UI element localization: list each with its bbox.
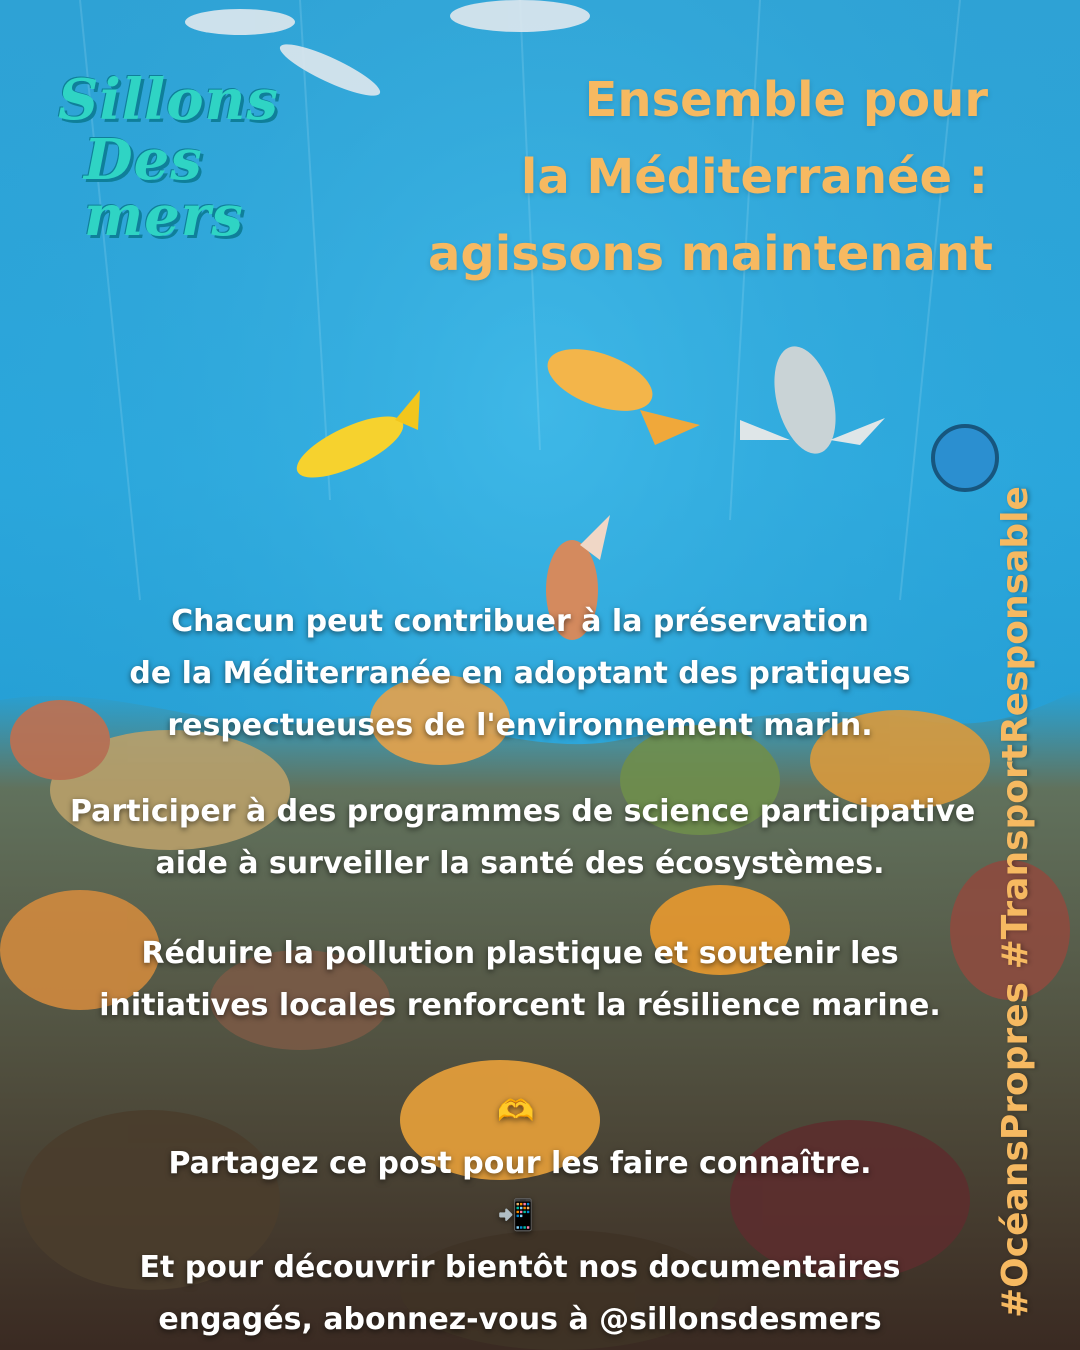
paragraph-line: aide à surveiller la santé des écosystèmes. — [155, 846, 885, 881]
paragraph-contribution — [70, 596, 970, 752]
paragraph-line: Réduire la pollution plastique et soutenir les — [141, 936, 899, 971]
paragraph-line: de la Méditerranée en adoptant des pratiques — [129, 656, 911, 691]
subscribe-line-2: engagés, abonnez-vous à @sillonsdesmers — [158, 1302, 882, 1337]
paragraph-line: Chacun peut contribuer à la préservation — [171, 604, 869, 639]
subscribe-call-to-action — [70, 1190, 970, 1346]
paragraph-line: respectueuses de l'environnement marin. — [167, 708, 873, 743]
share-call-to-action — [70, 1086, 970, 1190]
bubble — [933, 426, 997, 490]
logo-line-1: Sillons — [58, 67, 279, 133]
paragraph-line: initiatives locales renforcent la résilience marine. — [99, 988, 941, 1023]
headline-line-1: Ensemble pour — [584, 72, 988, 128]
paragraph-pollution — [70, 928, 970, 1032]
phone-arrow-icon: 📲 — [497, 1198, 535, 1233]
hashtags-vertical: #OcéansPropres #TransportResponsable — [995, 486, 1036, 1318]
paragraph-line: Participer à des programmes de science participative — [70, 794, 976, 829]
headline-line-3: agissons maintenant — [428, 226, 993, 282]
headline-line-2: la Méditerranée : — [520, 149, 988, 205]
headline — [428, 62, 993, 293]
brand-logo — [58, 67, 358, 249]
share-text: Partagez ce post pour les faire connaître. — [168, 1146, 872, 1181]
subscribe-line-1: Et pour découvrir bientôt nos documentaires — [139, 1250, 901, 1285]
paragraph-science — [70, 786, 976, 890]
heart-hands-icon: 🫶 — [497, 1094, 535, 1129]
logo-line-2: Des mers — [84, 127, 244, 249]
